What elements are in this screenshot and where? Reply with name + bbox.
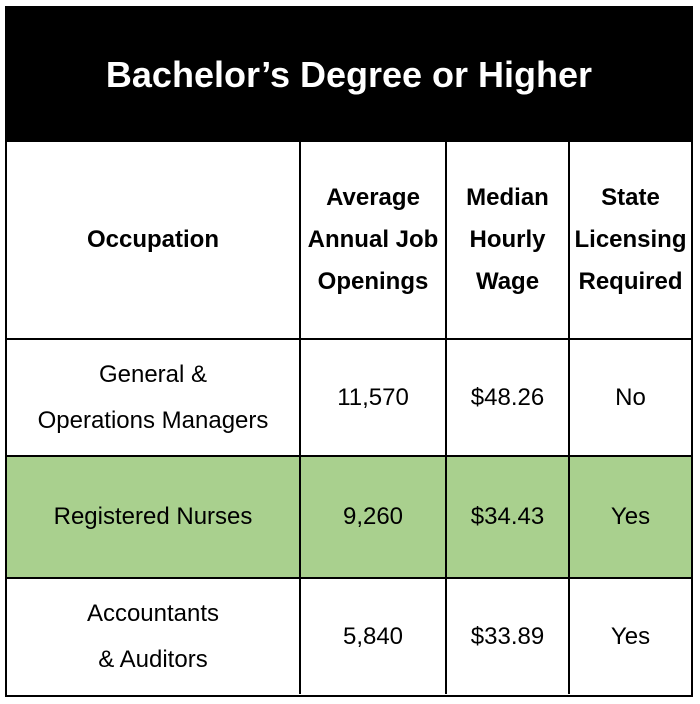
occupation-table <box>7 142 691 694</box>
cell-openings: 11,570 <box>300 339 446 456</box>
cell-licensing: Yes <box>569 578 691 694</box>
cell-openings: 5,840 <box>300 578 446 694</box>
cell-wage: $33.89 <box>446 578 569 694</box>
table-row <box>7 456 691 578</box>
header-occupation: Occupation <box>7 142 300 339</box>
cell-occupation: Registered Nurses <box>7 456 300 578</box>
cell-wage: $34.43 <box>446 456 569 578</box>
cell-licensing: Yes <box>569 456 691 578</box>
cell-openings: 9,260 <box>300 456 446 578</box>
header-wage: Median Hourly Wage <box>446 142 569 339</box>
header-row <box>7 142 691 339</box>
table-row <box>7 578 691 694</box>
cell-licensing: No <box>569 339 691 456</box>
header-openings: Average Annual Job Openings <box>300 142 446 339</box>
cell-occupation: General & Operations Managers <box>7 339 300 456</box>
header-licensing: State Licensing Required <box>569 142 691 339</box>
table-row <box>7 339 691 456</box>
cell-wage: $48.26 <box>446 339 569 456</box>
cell-occupation: Accountants & Auditors <box>7 578 300 694</box>
occupation-table-frame <box>5 6 693 697</box>
table-title: Bachelor’s Degree or Higher <box>7 8 691 142</box>
